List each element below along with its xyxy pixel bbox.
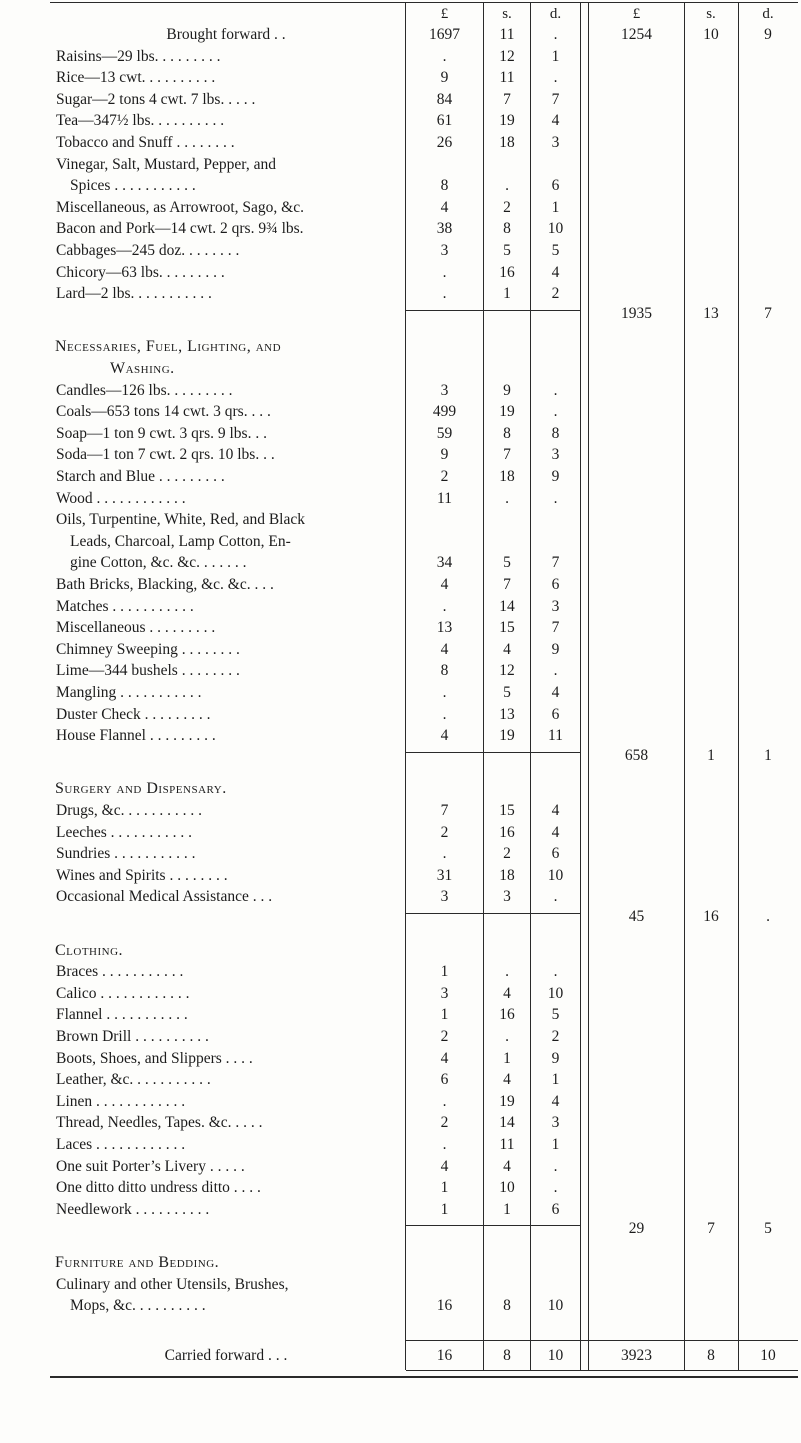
entry-amount: 9 bbox=[503, 381, 511, 399]
column-header-total-pence: d. bbox=[762, 6, 774, 22]
column-rule bbox=[530, 2, 531, 1370]
entry-amount: 4 bbox=[551, 684, 560, 701]
subtotal-rule bbox=[406, 913, 580, 914]
entry-amount: 3 bbox=[551, 597, 560, 615]
entry-amount: 6 bbox=[551, 576, 560, 593]
entry-label: Duster Check . . . . . . . . . bbox=[56, 705, 211, 723]
carried-forward-amount: 10 bbox=[547, 1346, 564, 1364]
entry-amount: 9 bbox=[551, 1049, 560, 1067]
entry-label: Bath Bricks, Blacking, &c. &c. . . . bbox=[56, 576, 274, 593]
entry-amount: 4 bbox=[503, 984, 511, 1002]
column-header-total-shillings: s. bbox=[706, 6, 716, 22]
subtotal-rule bbox=[406, 1225, 580, 1226]
entry-label: Soap—1 ton 9 cwt. 3 qrs. 9 lbs. . . bbox=[56, 424, 267, 442]
entry-amount: 12 bbox=[499, 662, 515, 680]
entry-label: Sundries . . . . . . . . . . . bbox=[56, 845, 196, 863]
entry-label: Braces . . . . . . . . . . . bbox=[56, 963, 184, 981]
entry-amount: 1 bbox=[551, 47, 560, 65]
entry-amount: 16 bbox=[499, 263, 515, 281]
entry-amount: 1 bbox=[440, 1200, 449, 1218]
carried-forward-rule-top bbox=[406, 1340, 798, 1341]
section-total: 1 bbox=[707, 746, 715, 764]
entry-amount: 8 bbox=[440, 662, 449, 680]
entry-label: Linen . . . . . . . . . . . . bbox=[56, 1092, 186, 1110]
entry-amount: 3 bbox=[551, 1114, 560, 1132]
entry-amount: 2 bbox=[440, 1028, 449, 1045]
entry-label: Cabbages—245 doz. . . . . . . . bbox=[56, 242, 240, 259]
entry-amount: 4 bbox=[440, 727, 449, 745]
entry-label: Chimney Sweeping . . . . . . . . bbox=[56, 640, 240, 658]
entry-amount: 5 bbox=[551, 1006, 560, 1024]
entry-amount: 4 bbox=[551, 112, 560, 130]
entry-amount: 9 bbox=[551, 468, 560, 485]
entry-amount: 10 bbox=[499, 1179, 515, 1197]
entry-amount: 59 bbox=[436, 424, 453, 442]
entry-label: Drugs, &c. . . . . . . . . . . bbox=[56, 802, 202, 819]
entry-amount: 6 bbox=[551, 845, 560, 863]
entry-amount: 4 bbox=[551, 802, 560, 819]
entry-label: Thread, Needles, Tapes. &c. . . . . bbox=[56, 1114, 263, 1132]
entry-label: Wines and Spirits . . . . . . . . bbox=[56, 866, 228, 884]
entry-amount: 15 bbox=[499, 619, 515, 637]
entry-amount: 3 bbox=[440, 888, 449, 906]
entry-amount: 3 bbox=[440, 381, 449, 399]
entry-label: Tea—347½ lbs. . . . . . . . . . bbox=[56, 112, 225, 130]
entry-amount: 31 bbox=[436, 866, 453, 884]
entry-amount: . bbox=[442, 285, 447, 303]
entry-amount: 1 bbox=[503, 1200, 511, 1218]
section-heading-cont: Washing. bbox=[110, 360, 175, 377]
entry-amount: 9 bbox=[440, 446, 449, 464]
entry-amount: . bbox=[442, 1092, 447, 1110]
entry-amount: 84 bbox=[436, 90, 453, 108]
entry-amount: 7 bbox=[503, 576, 511, 593]
entry-amount: 8 bbox=[440, 177, 449, 195]
section-heading: Furniture and Bedding. bbox=[55, 1254, 220, 1271]
entry-label: Wood . . . . . . . . . . . . bbox=[56, 489, 186, 507]
entry-amount: 5 bbox=[551, 242, 560, 259]
entry-label: Lime—344 bushels . . . . . . . . bbox=[56, 662, 240, 680]
entry-label: Miscellaneous, as Arrowroot, Sago, &c. bbox=[56, 198, 304, 216]
entry-amount: 3 bbox=[440, 242, 449, 259]
entry-amount: 11 bbox=[548, 727, 563, 745]
entry-amount: . bbox=[553, 69, 558, 87]
carried-forward-rule-bottom bbox=[406, 1370, 798, 1371]
carried-forward-total: 8 bbox=[707, 1346, 715, 1364]
section-total: 7 bbox=[707, 1220, 715, 1238]
entry-label: Needlework . . . . . . . . . . bbox=[56, 1200, 210, 1218]
entry-amount: 8 bbox=[551, 424, 560, 442]
entry-amount: . bbox=[553, 963, 558, 981]
column-rule bbox=[588, 2, 589, 1370]
entry-label-cont: gine Cotton, &c. &c. . . . . . . bbox=[70, 554, 247, 572]
entry-amount: 11 bbox=[499, 1136, 515, 1153]
entry-amount: 11 bbox=[499, 69, 515, 87]
entry-amount: 16 bbox=[499, 1006, 515, 1024]
entry-amount: 3 bbox=[503, 888, 511, 906]
entry-amount: 1 bbox=[551, 1071, 560, 1089]
entry-amount: 3 bbox=[551, 134, 560, 151]
entry-amount: . bbox=[442, 705, 447, 723]
entry-label: Vinegar, Salt, Mustard, Pepper, and bbox=[56, 155, 276, 173]
entry-amount: 2 bbox=[503, 198, 511, 216]
entry-amount: 1 bbox=[503, 285, 511, 303]
entry-amount: 6 bbox=[551, 177, 560, 195]
entry-amount: 10 bbox=[547, 1297, 564, 1315]
column-rule bbox=[684, 2, 685, 1370]
entry-amount: 4 bbox=[551, 1092, 560, 1110]
entry-amount: 4 bbox=[440, 640, 449, 658]
entry-label: Leeches . . . . . . . . . . . bbox=[56, 823, 193, 841]
entry-label: Brown Drill . . . . . . . . . . bbox=[56, 1028, 209, 1045]
section-total: 13 bbox=[703, 304, 719, 322]
entry-label: Laces . . . . . . . . . . . . bbox=[56, 1136, 186, 1153]
section-heading: Surgery and Dispensary. bbox=[55, 780, 227, 798]
entry-label: Raisins—29 lbs. . . . . . . . . bbox=[56, 47, 221, 65]
entry-amount: 19 bbox=[499, 1092, 515, 1110]
brought-forward-amount: . bbox=[553, 26, 558, 43]
entry-label: Chicory—63 lbs. . . . . . . . . bbox=[56, 263, 225, 281]
section-total: 29 bbox=[628, 1220, 645, 1238]
entry-amount: 18 bbox=[499, 468, 515, 485]
section-heading: Clothing. bbox=[55, 941, 124, 959]
entry-label: Leather, &c. . . . . . . . . . . bbox=[56, 1071, 211, 1089]
entry-amount: . bbox=[442, 597, 447, 615]
entry-amount: 4 bbox=[551, 263, 560, 281]
section-total: . bbox=[766, 908, 770, 925]
carried-forward-total: 3923 bbox=[621, 1346, 652, 1364]
entry-amount: 18 bbox=[499, 866, 515, 884]
entry-amount: 2 bbox=[503, 845, 511, 863]
entry-amount: . bbox=[553, 1179, 558, 1197]
entry-amount: . bbox=[505, 963, 509, 981]
entry-label: Flannel . . . . . . . . . . . bbox=[56, 1006, 188, 1024]
carried-forward-label: Carried forward . . . bbox=[164, 1346, 288, 1364]
entry-label: Rice—13 cwt. . . . . . . . . . bbox=[56, 69, 216, 87]
section-total: 45 bbox=[628, 908, 645, 925]
entry-label: Bacon and Pork—14 cwt. 2 qrs. 9¾ lbs. bbox=[56, 220, 304, 238]
entry-amount: 11 bbox=[437, 489, 452, 507]
entry-amount: 6 bbox=[440, 1071, 449, 1089]
entry-amount: 499 bbox=[432, 403, 457, 421]
subtotal-rule bbox=[406, 752, 580, 753]
entry-amount: 5 bbox=[503, 242, 511, 259]
entry-amount: 1 bbox=[503, 1049, 511, 1067]
section-total: 7 bbox=[764, 304, 772, 322]
entry-label: House Flannel . . . . . . . . . bbox=[56, 727, 216, 745]
entry-amount: 1 bbox=[440, 1006, 449, 1024]
entry-amount: . bbox=[553, 662, 558, 680]
entry-amount: . bbox=[553, 1157, 558, 1175]
entry-amount: . bbox=[442, 47, 447, 65]
entry-label: Culinary and other Utensils, Brushes, bbox=[56, 1275, 289, 1293]
entry-amount: 1 bbox=[551, 1136, 560, 1153]
brought-forward-total: 9 bbox=[764, 26, 772, 43]
entry-amount: . bbox=[442, 1136, 447, 1153]
entry-amount: 34 bbox=[436, 554, 453, 572]
entry-label: Soda—1 ton 7 cwt. 2 qrs. 10 lbs. . . bbox=[56, 446, 275, 464]
entry-amount: . bbox=[553, 489, 558, 507]
entry-amount: 61 bbox=[436, 112, 453, 130]
column-rule bbox=[483, 2, 484, 1370]
entry-label: Calico . . . . . . . . . . . . bbox=[56, 984, 190, 1002]
entry-amount: . bbox=[505, 489, 509, 507]
entry-amount: 7 bbox=[551, 90, 560, 108]
entry-amount: 4 bbox=[503, 1157, 511, 1175]
section-total: 5 bbox=[764, 1220, 772, 1238]
entry-amount: 19 bbox=[499, 727, 515, 745]
entry-amount: 7 bbox=[503, 90, 511, 108]
entry-label: Candles—126 lbs. . . . . . . . . bbox=[56, 381, 233, 399]
subtotal-rule bbox=[406, 310, 580, 311]
entry-amount: 15 bbox=[499, 802, 515, 819]
entry-label: Mangling . . . . . . . . . . . bbox=[56, 684, 202, 701]
entry-amount: 14 bbox=[499, 1114, 515, 1132]
entry-label: Oils, Turpentine, White, Red, and Black bbox=[56, 511, 305, 529]
entry-amount: . bbox=[553, 381, 558, 399]
entry-amount: 1 bbox=[551, 198, 560, 216]
column-header-shillings: s. bbox=[502, 6, 512, 22]
entry-label: Miscellaneous . . . . . . . . . bbox=[56, 619, 216, 637]
entry-label-cont: Spices . . . . . . . . . . . bbox=[70, 177, 196, 195]
section-total: 1 bbox=[764, 746, 772, 764]
entry-amount: 4 bbox=[440, 1157, 449, 1175]
entry-amount: 16 bbox=[436, 1297, 453, 1315]
entry-amount: 9 bbox=[440, 69, 449, 87]
entry-amount: . bbox=[442, 684, 447, 701]
entry-amount: 7 bbox=[440, 802, 449, 819]
column-rule bbox=[405, 2, 406, 1370]
entry-amount: . bbox=[553, 888, 558, 906]
carried-forward-total: 10 bbox=[760, 1346, 776, 1364]
entry-label-cont: Mops, &c. . . . . . . . . . bbox=[70, 1297, 206, 1315]
entry-amount: 7 bbox=[551, 554, 560, 572]
column-header-pence: d. bbox=[549, 6, 562, 22]
entry-amount: 2 bbox=[440, 1114, 449, 1132]
entry-amount: 7 bbox=[551, 619, 560, 637]
entry-label: Boots, Shoes, and Slippers . . . . bbox=[56, 1049, 253, 1067]
column-header-total-pounds: £ bbox=[632, 6, 641, 22]
entry-amount: 5 bbox=[503, 554, 511, 572]
entry-label-cont: Leads, Charcoal, Lamp Cotton, En- bbox=[70, 532, 291, 550]
section-total: 1935 bbox=[621, 304, 652, 322]
brought-forward-label: Brought forward . . bbox=[166, 26, 286, 43]
entry-amount: 10 bbox=[547, 866, 564, 884]
entry-amount: 3 bbox=[440, 984, 449, 1002]
section-heading: Necessaries, Fuel, Lighting, and bbox=[55, 338, 282, 356]
section-total: 16 bbox=[703, 908, 719, 925]
entry-amount: 19 bbox=[499, 403, 515, 421]
entry-amount: . bbox=[505, 177, 509, 195]
carried-forward-amount: 16 bbox=[436, 1346, 453, 1364]
page-top-rule bbox=[50, 2, 798, 3]
entry-amount: 2 bbox=[440, 823, 449, 841]
entry-amount: 10 bbox=[547, 984, 564, 1002]
entry-label: Tobacco and Snuff . . . . . . . . bbox=[56, 134, 235, 151]
entry-amount: 26 bbox=[436, 134, 453, 151]
column-header-pounds: £ bbox=[440, 6, 449, 22]
page-bottom-rule bbox=[50, 1376, 798, 1378]
entry-label: Coals—653 tons 14 cwt. 3 qrs. . . . bbox=[56, 403, 271, 421]
entry-amount: 8 bbox=[503, 220, 511, 238]
entry-amount: 19 bbox=[499, 112, 515, 130]
brought-forward-amount: 11 bbox=[499, 26, 515, 43]
entry-amount: 6 bbox=[551, 1200, 560, 1218]
entry-amount: 4 bbox=[551, 823, 560, 841]
entry-amount: 12 bbox=[499, 47, 515, 65]
entry-amount: 4 bbox=[440, 198, 449, 216]
entry-amount: 9 bbox=[551, 640, 560, 658]
entry-amount: 4 bbox=[503, 640, 511, 658]
entry-amount: 5 bbox=[503, 684, 511, 701]
entry-label: One suit Porter’s Livery . . . . . bbox=[56, 1157, 245, 1175]
entry-label: Matches . . . . . . . . . . . bbox=[56, 597, 194, 615]
column-rule bbox=[580, 2, 581, 1370]
entry-amount: 7 bbox=[503, 446, 511, 464]
entry-amount: . bbox=[442, 263, 447, 281]
entry-amount: . bbox=[553, 403, 558, 421]
entry-amount: 4 bbox=[503, 1071, 511, 1089]
entry-amount: 14 bbox=[499, 597, 515, 615]
entry-amount: 8 bbox=[503, 424, 511, 442]
entry-label: Lard—2 lbs. . . . . . . . . . . bbox=[56, 285, 212, 303]
carried-forward-amount: 8 bbox=[503, 1346, 511, 1364]
entry-amount: 4 bbox=[440, 576, 449, 593]
entry-label: One ditto ditto undress ditto . . . . bbox=[56, 1179, 261, 1197]
section-total: 658 bbox=[624, 746, 649, 764]
entry-amount: 2 bbox=[440, 468, 449, 485]
entry-label: Starch and Blue . . . . . . . . . bbox=[56, 468, 225, 485]
entry-amount: 18 bbox=[499, 134, 515, 151]
entry-amount: 8 bbox=[503, 1297, 511, 1315]
entry-amount: . bbox=[505, 1028, 509, 1045]
entry-amount: 1 bbox=[440, 1179, 449, 1197]
brought-forward-total: 10 bbox=[703, 26, 719, 43]
entry-amount: 3 bbox=[551, 446, 560, 464]
entry-label: Sugar—2 tons 4 cwt. 7 lbs. . . . . bbox=[56, 90, 256, 108]
entry-amount: 1 bbox=[440, 963, 449, 981]
brought-forward-total: 1254 bbox=[621, 26, 652, 43]
entry-amount: . bbox=[442, 845, 447, 863]
entry-label: Occasional Medical Assistance . . . bbox=[56, 888, 273, 906]
column-rule bbox=[738, 2, 739, 1370]
entry-amount: 2 bbox=[551, 285, 560, 303]
entry-amount: 13 bbox=[436, 619, 453, 637]
entry-amount: 2 bbox=[551, 1028, 560, 1045]
entry-amount: 38 bbox=[436, 220, 453, 238]
entry-amount: 13 bbox=[499, 705, 515, 723]
entry-amount: 4 bbox=[440, 1049, 449, 1067]
brought-forward-amount: 1697 bbox=[429, 26, 460, 43]
entry-amount: 16 bbox=[499, 823, 515, 841]
entry-amount: 10 bbox=[547, 220, 564, 238]
entry-amount: 6 bbox=[551, 705, 560, 723]
